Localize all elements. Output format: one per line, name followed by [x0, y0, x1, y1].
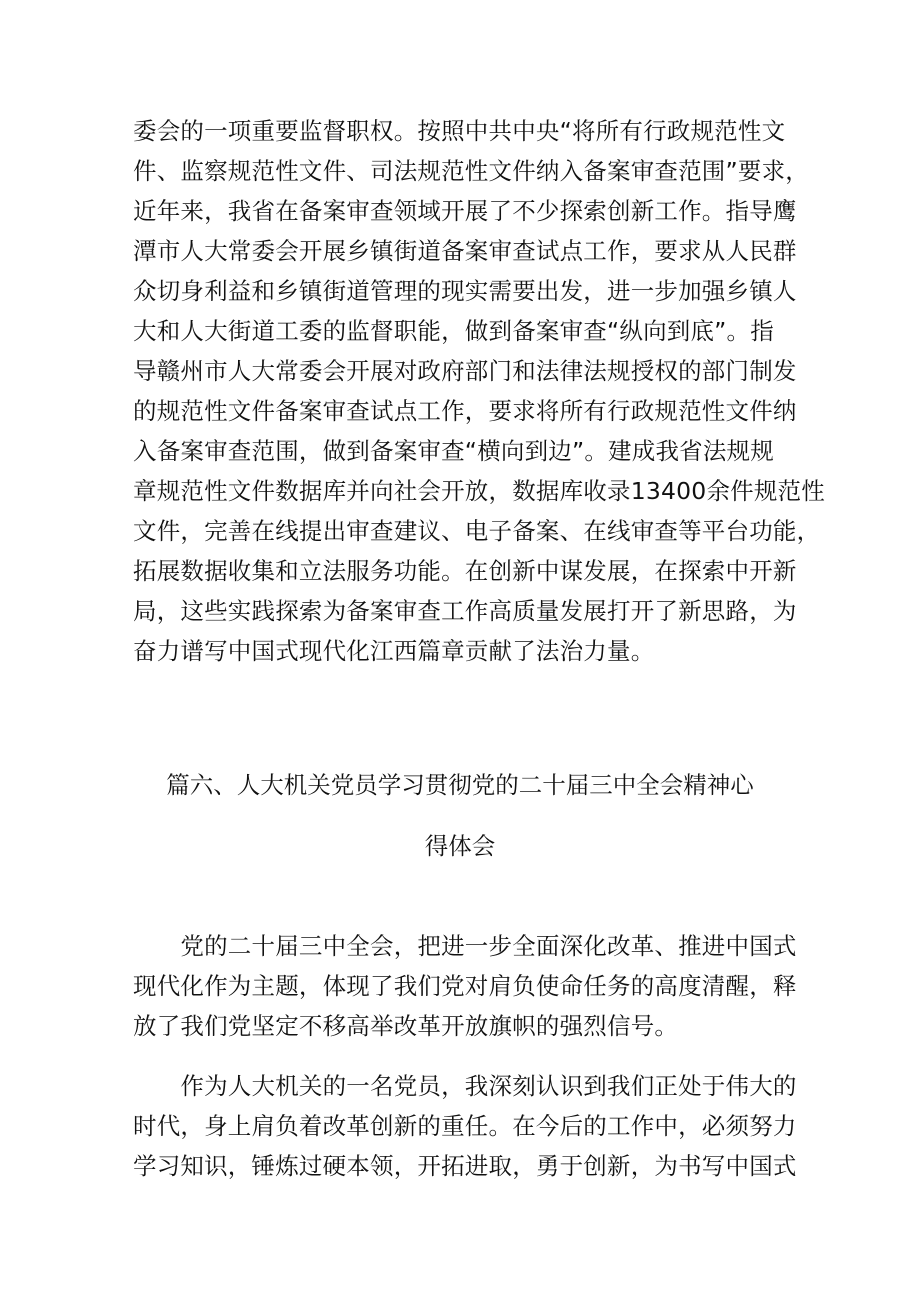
section-heading-continued: 得体会: [424, 832, 496, 860]
text-line: 众切身利益和乡镇街道管理的现实需要出发，进一步加强乡镇人: [133, 277, 797, 305]
paragraph-party-member: [133, 1066, 813, 1186]
text-line: 的规范性文件备案审查试点工作，要求将所有行政规范性文件纳: [133, 397, 797, 425]
text-line: 委会的一项重要监督职权。按照中共中央“将所有行政规范性文: [133, 117, 786, 145]
text-line: 文件，完善在线提出审查建议、电子备案、在线审查等平台功能，: [133, 517, 821, 545]
text-line: 近年来，我省在备案审查领域开展了不少探索创新工作。指导鹰: [133, 197, 797, 225]
text-line: 奋力谱写中国式现代化江西篇章贡献了法治力量。: [133, 637, 655, 665]
paragraph-plenum-theme: [133, 926, 813, 1046]
text-line: 大和人大街道工委的监督职能，做到备案审查“纵向到底”。指: [133, 317, 774, 345]
text-line: 局，这些实践探索为备案审查工作高质量发展打开了新思路，为: [133, 597, 797, 625]
section-heading: 篇六、人大机关党员学习贯彻党的二十届三中全会精神心: [166, 771, 754, 799]
text-line: 章规范性文件数据库并向社会开放，数据库收录13400余件规范性: [133, 477, 825, 505]
text-line: 放了我们党坚定不移高举改革开放旗帜的强烈信号。: [133, 1012, 679, 1040]
text-line: 入备案审查范围，做到备案审查“横向到边”。建成我省法规规: [133, 437, 774, 465]
text-line: 学习知识，锤炼过硬本领，开拓进取，勇于创新，为书写中国式: [133, 1152, 797, 1180]
text-line: 作为人大机关的一名党员，我深刻认识到我们正处于伟大的: [133, 1072, 797, 1100]
text-line: 件、监察规范性文件、司法规范性文件纳入备案审查范围”要求，: [133, 157, 809, 185]
text-line: 时代，身上肩负着改革创新的重任。在今后的工作中，必须努力: [133, 1112, 797, 1140]
text-line: 潭市人大常委会开展乡镇街道备案审查试点工作，要求从人民群: [133, 237, 797, 265]
text-line: 导赣州市人大常委会开展对政府部门和法律法规授权的部门制发: [133, 357, 797, 385]
text-line: 党的二十届三中全会，把进一步全面深化改革、推进中国式: [133, 932, 797, 960]
text-line: 现代化作为主题，体现了我们党对肩负使命任务的高度清醒，释: [133, 972, 797, 1000]
text-line: 拓展数据收集和立法服务功能。在创新中谋发展，在探索中开新: [133, 557, 797, 585]
paragraph-oversight: [133, 111, 825, 671]
